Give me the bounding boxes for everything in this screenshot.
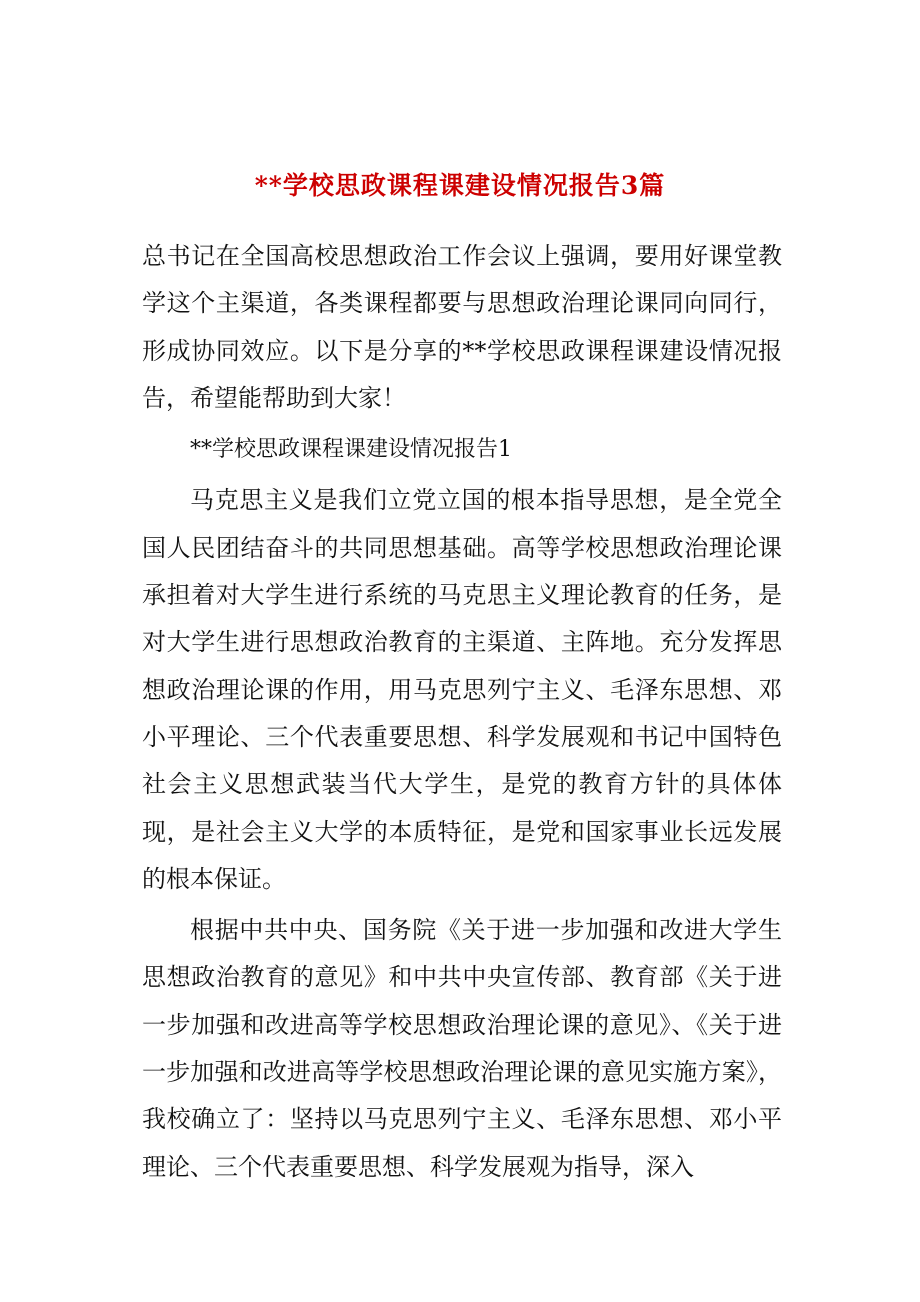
document-title: **学校思政课程课建设情况报告3篇	[254, 171, 666, 200]
intro-paragraph: 总书记在全国高校思想政治工作会议上强调，要用好课堂教学这个主渠道，各类课程都要与思想政治理论课同向同行，形成协同效应。以下是分享的**学校思政课程课建设情况报告，希望能帮助到大家！	[142, 242, 782, 412]
body-paragraph-1: 马克思主义是我们立党立国的根本指导思想，是全党全国人民团结奋斗的共同思想基础。高等学校思想政治理论课承担着对大学生进行系统的马克思主义理论教育的任务，是对大学生进行思想政治教育的主渠道、主阵地。充分发挥思想政治理论课的作用，用马克思列宁主义、毛泽东思想、邓小平理论、三个代表重要思想、科学发展观和书记中国特色社会主义思想武装当代大学生，是党的教育方针的具体体现，是社会主义大学的本质特征，是党和国家事业长远发展的根本保证。	[142, 486, 782, 893]
section-heading: **学校思政课程课建设情况报告1	[190, 437, 512, 463]
body-paragraph-2: 根据中共中央、国务院《关于进一步加强和改进大学生思想政治教育的意见》和中共中央宣传部、教育部《关于进一步加强和改进高等学校思想政治理论课的意见》、《关于进一步加强和改进高等学校思想政治理论课的意见实施方案》，我校确立了：坚持以马克思列宁主义、毛泽东思想、邓小平理论、三个代表重要思想、科学发展观为指导，深入	[142, 916, 782, 1181]
document-body	[142, 233, 782, 1191]
